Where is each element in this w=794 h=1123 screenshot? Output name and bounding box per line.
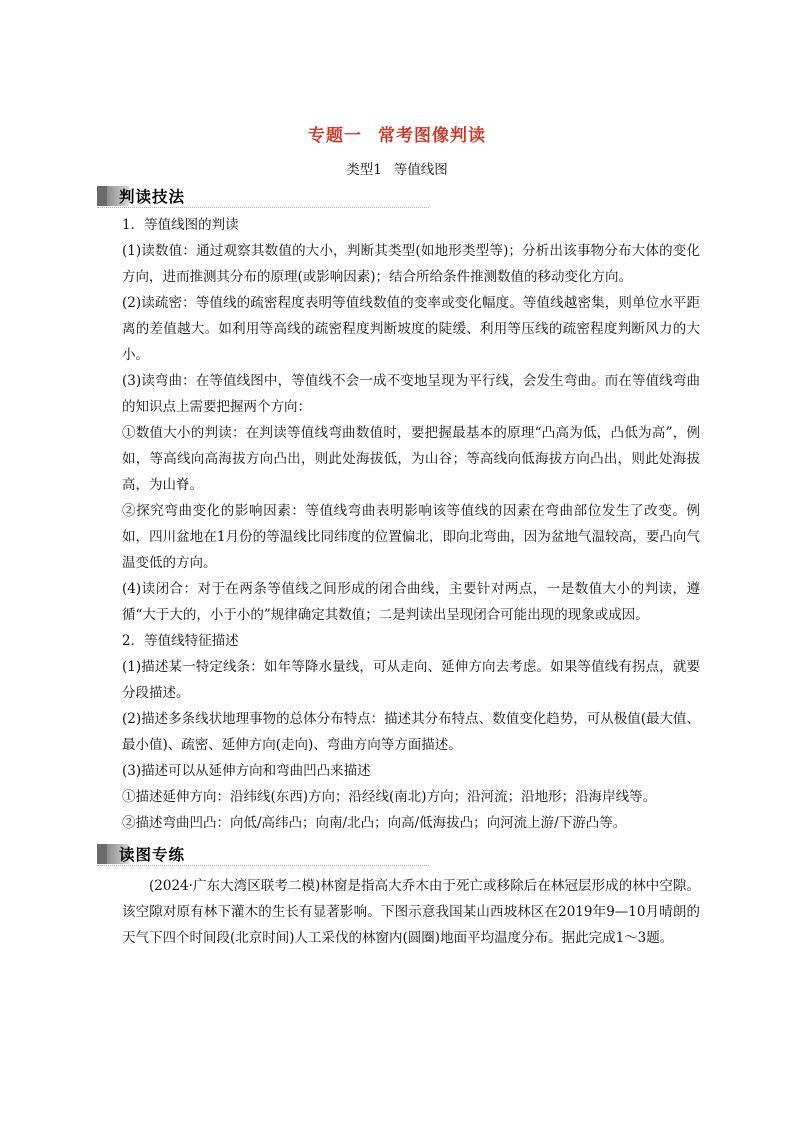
title-topic: 专题一 bbox=[308, 126, 362, 146]
question-stem: (2024·广东大湾区联考二模)林窗是指高大乔木由于死亡或移除后在林冠层形成的林中空隙。该空隙对原有林下灌木的生长有显著影响。下图示意我国某山西坡林区在2019年9—10月晴朗的天气下四个时间段(北京时间)人工采伐的林窗内(圆圈)地面平均温度分布。据此完成1～3题。 bbox=[122, 878, 700, 946]
paragraph: 2．等值线特征描述 bbox=[122, 633, 239, 649]
title-name: 常考图像判读 bbox=[378, 126, 486, 146]
section-divider bbox=[97, 207, 429, 208]
section-header-techniques bbox=[97, 185, 185, 207]
section-body-practice bbox=[122, 873, 700, 951]
paragraph: (3)描述可以从延伸方向和弯曲凹凸来描述 bbox=[122, 763, 371, 779]
page-title bbox=[0, 121, 794, 146]
paragraph: ①描述延伸方向：沿纬线(东西)方向；沿经线(南北)方向；沿河流；沿地形；沿海岸线等。 bbox=[122, 789, 657, 805]
paragraph: (2)描述多条线状地理事物的总体分布特点：描述其分布特点、数值变化趋势，可从极值(最大值、最小值)、疏密、延伸方向(走向)、弯曲方向等方面描述。 bbox=[122, 711, 700, 753]
page-subtitle bbox=[0, 158, 794, 178]
subtitle-type: 类型1 bbox=[346, 162, 382, 178]
paragraph: (3)读弯曲：在等值线图中，等值线不会一成不变地呈现为平行线，会发生弯曲。而在等值线弯曲的知识点上需要把握两个方向： bbox=[122, 373, 700, 415]
section-body-techniques bbox=[122, 212, 700, 836]
paragraph: (1)读数值：通过观察其数值的大小，判断其类型(如地形类型等)；分析出该事物分布大体的变化方向，进而推测其分布的原理(或影响因素)；结合所给条件推测数值的移动变化方向。 bbox=[122, 243, 700, 285]
section-heading: 判读技法 bbox=[119, 187, 186, 206]
paragraph: 1．等值线图的判读 bbox=[122, 217, 239, 233]
paragraph: (2)读疏密：等值线的疏密程度表明等值线数值的变率或变化幅度。等值线越密集，则单位水平距离的差值越大。如利用等高线的疏密程度判断坡度的陡缓、利用等压线的疏密程度判断风力的大小。 bbox=[122, 295, 700, 363]
paragraph: ②描述弯曲凹凸：向低/高纬凸；向南/北凸；向高/低海拔凸；向河流上游/下游凸等。 bbox=[122, 815, 627, 831]
paragraph: (1)描述某一特定线条：如年等降水量线，可从走向、延伸方向去考虑。如果等值线有拐点，就要分段描述。 bbox=[122, 659, 700, 701]
paragraph: ②探究弯曲变化的影响因素：等值线弯曲表明影响该等值线的因素在弯曲部位发生了改变。例如，四川盆地在1月份的等温线比同纬度的位置偏北，即向北弯曲，因为盆地气温较高，要凸向气温变低的方向。 bbox=[122, 503, 700, 571]
section-header-practice bbox=[97, 843, 185, 865]
section-divider bbox=[97, 865, 429, 866]
paragraph: ①数值大小的判读：在判读等值线弯曲数值时，要把握最基本的原理“凸高为低，凸低为高”，例如，等高线向高海拔方向凸出，则此处海拔低，为山谷；等高线向低海拔方向凸出，则此处海拔高，为山脊。 bbox=[122, 425, 700, 493]
paragraph: (4)读闭合：对于在两条等值线之间形成的闭合曲线，主要针对两点，一是数值大小的判读，遵循“大于大的，小于小的”规律确定其数值；二是判读出呈现闭合可能出现的现象或成因。 bbox=[122, 581, 700, 623]
subtitle-name: 等值线图 bbox=[393, 162, 448, 178]
section-heading: 读图专练 bbox=[119, 845, 186, 864]
